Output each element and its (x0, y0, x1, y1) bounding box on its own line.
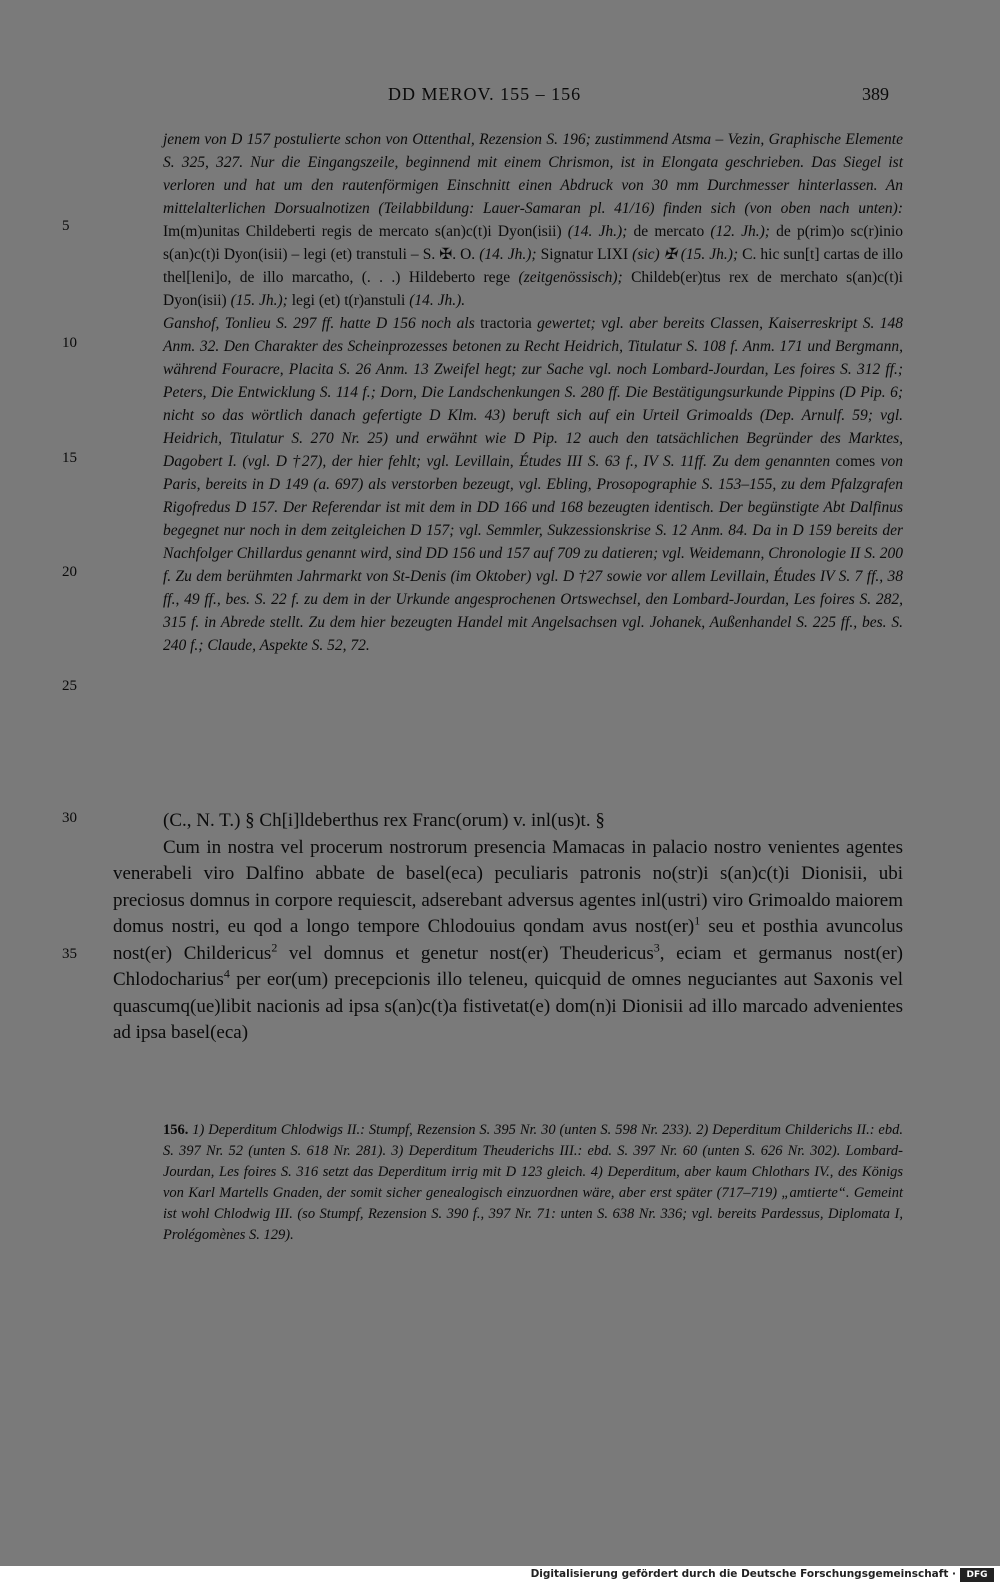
footnote-ref: 1 (694, 913, 701, 928)
line-number: 20 (62, 564, 77, 580)
funding-credit: Digitalisierung gefördert durch die Deutsche Forschungsgemeinschaft · (530, 1568, 956, 1580)
digitization-footer (0, 1566, 1000, 1585)
line-number: 35 (62, 946, 77, 962)
commentary-paragraph: Ganshof, Tonlieu S. 297 ff. hatte D 156 noch als tractoria gewertet; vgl. aber bereits Classen, Kaiserreskript S. 148 Anm. 32. Den Charakter des Scheinprozesses betonen zu Recht Heidrich, Titulatur S. 108 f. Anm. 171 und Bergmann, während Fouracre, Placita S. 26 Anm. 13 Zweifel hegt; zur Sache vgl. noch Lombard-Jourdan, Les foires S. 312 ff.; Peters, Die Entwicklung S. 114 f.; Dorn, Die Landschenkungen S. 280 ff. Die Bestätigungsurkunde Pippins (D Pip. 6; nicht so das wörtlich danach gefertigte D Klm. 43) beruft sich auf ein Urteil Grimoalds (Dep. Arnulf. 59; vgl. Heidrich, Titulatur S. 270 Nr. 25) und erwähnt wie D Pip. 12 auch den tatsächlichen Begründer des Marktes, Dagobert I. (vgl. D †27), der hier fehlt; vgl. Levillain, Études III S. 63 f., IV S. 11ff. Zu dem genannten comes von Paris, bereits in D 149 (a. 697) als verstorben bezeugt, vgl. Ebling, Prosopographie S. 153–155, zu dem Pfalzgrafen Rigofredus D 157. Der Referendar ist mit dem in DD 166 und 168 bezeugten identisch. Der begünstigte Abt Dalfinus begegnet nur noch in dem zeitgleichen D 157; vgl. Semmler, Sukzessionskrise S. 12 Anm. 84. Da in D 159 bereits der Nachfolger Chillardus genannt wird, sind DD 156 und 157 auf 709 zu datieren; vgl. Weidemann, Chronologie II S. 200 f. Zu dem berühmten Jahrmarkt von St-Denis (im Oktober) vgl. D †27 sowie vor allem Levillain, Études IV S. 7 ff., 38 ff., 49 ff., bes. S. 22 f. zu dem in der Urkunde angesprochenen Ortswechsel, den Lombard-Jourdan, Les foires S. 282, 315 f. in Abrede stellt. Zu dem hier bezeugten Handel mit Angelsachsen vgl. Johanek, Außenhandel S. 225 ff., bes. S. 240 f.; Claude, Aspekte S. 52, 72. (163, 315, 903, 654)
footnote-label: 156. (163, 1122, 189, 1138)
commentary (163, 128, 903, 657)
line-number: 10 (62, 335, 77, 351)
footnote-ref: 2 (271, 940, 278, 955)
line-number: 5 (62, 218, 70, 234)
dfg-logo-icon: DFG (960, 1568, 994, 1582)
footnotes (163, 1120, 903, 1246)
page-header (0, 84, 1000, 114)
line-number: 15 (62, 450, 77, 466)
line-number: 30 (62, 810, 77, 826)
charter-paragraph: Cum in nostra vel procerum nostrorum presencia Mamacas in palacio nostro venientes agentes venerabeli viro Dalfino abbate de basel(eca) peculiaris patronis no(str)i s(an)c(t)i Dionisii, ubi preciosus domnus in corpore requiescit, adserebant adversus agentes inl(ustri) viro Grimoaldo maiorem domus nostri, eu qod a longo tempore Chlodouius qondam avus nost(er)$^1$ seu et posthia avuncolus nost(er) Childericus$^2$ vel domnus et genetur nost(er) Theudericus$^3$, eciam et germanus nost(er) Chlodocharius$^4$ per eor(um) precepcionis illo teleneu, quicquid de omnes neguciantes aut Saxonis vel quascumq(ue)libit nacionis ad ipsa s(an)c(t)a fistivetat(e) dom(n)i Dionisii ad illo marcado advenientes ad ipsa basel(eca) (113, 836, 903, 1043)
footnote-ref: 3 (653, 940, 660, 955)
page-number: 389 (862, 84, 889, 104)
running-title: DD MEROV. 155 – 156 (388, 84, 582, 104)
footnote-paragraph: 156. 1) Deperditum Chlodwigs II.: Stumpf, Rezension S. 395 Nr. 30 (unten S. 598 Nr. 233). 2) Deperditum Childerichs II.: ebd. S. 397 Nr. 52 (unten S. 618 Nr. 281). 3) Deperditum Theuderichs III.: ebd. S. 397 Nr. 60 (unten S. 626 Nr. 302). Lombard-Jourdan, Les foires S. 316 setzt das Deperditum irrig mit D 123 gleich. 4) Deperditum, aber kaum Chlothars IV., des Königs von Karl Martells Gnaden, der somit sicher genealogisch einzuordnen wäre, aber erst später (717–719) „amtierte“. Gemeint ist wohl Chlodwig III. (so Stumpf, Rezension S. 390 f., 397 Nr. 71: unten S. 638 Nr. 336; vgl. bereits Pardessus, Diplomata I, Prolégomènes S. 129). (163, 1122, 903, 1243)
commentary-paragraph: jenem von D 157 postulierte schon von Ottenthal, Rezension S. 196; zustimmend Atsma – Vezin, Graphische Elemente S. 325, 327. Nur die Eingangszeile, beginnend mit einem Chrismon, ist in Elongata geschrieben. Das Siegel ist verloren und hat um den rautenförmigen Einschnitt einen Abdruck von 30 mm Durchmesser hinterlassen. An mittelalterlichen Dorsualnotizen (Teilabbildung: Lauer-Samaran pl. 41/16) finden sich (von oben nach unten): Im(m)unitas Childeberti regis de mercato s(an)c(t)i Dyon(isii) (14. Jh.); de mercato (12. Jh.); de p(rim)o sc(r)inio s(an)c(t)i Dyon(isii) – legi (et) transtuli – S. ✠. O. (14. Jh.); Signatur LIXI (sic) ✠ (15. Jh.); C. hic sun[t] cartas de illo thel[leni]o, de illo marcatho, (. . .) Hildeberto rege (zeitgenössisch); Childeb(er)tus rex de merchato s(an)c(t)i Dyon(isii) (15. Jh.); legi (et) t(r)anstuli (14. Jh.). (163, 131, 904, 309)
footnote-ref: 4 (223, 966, 230, 981)
charter-text (113, 808, 903, 1047)
protocol-line: (C., N. T.) § Ch[i]ldeberthus rex Franc(orum) v. inl(us)t. § (163, 810, 605, 831)
line-number: 25 (62, 678, 77, 694)
